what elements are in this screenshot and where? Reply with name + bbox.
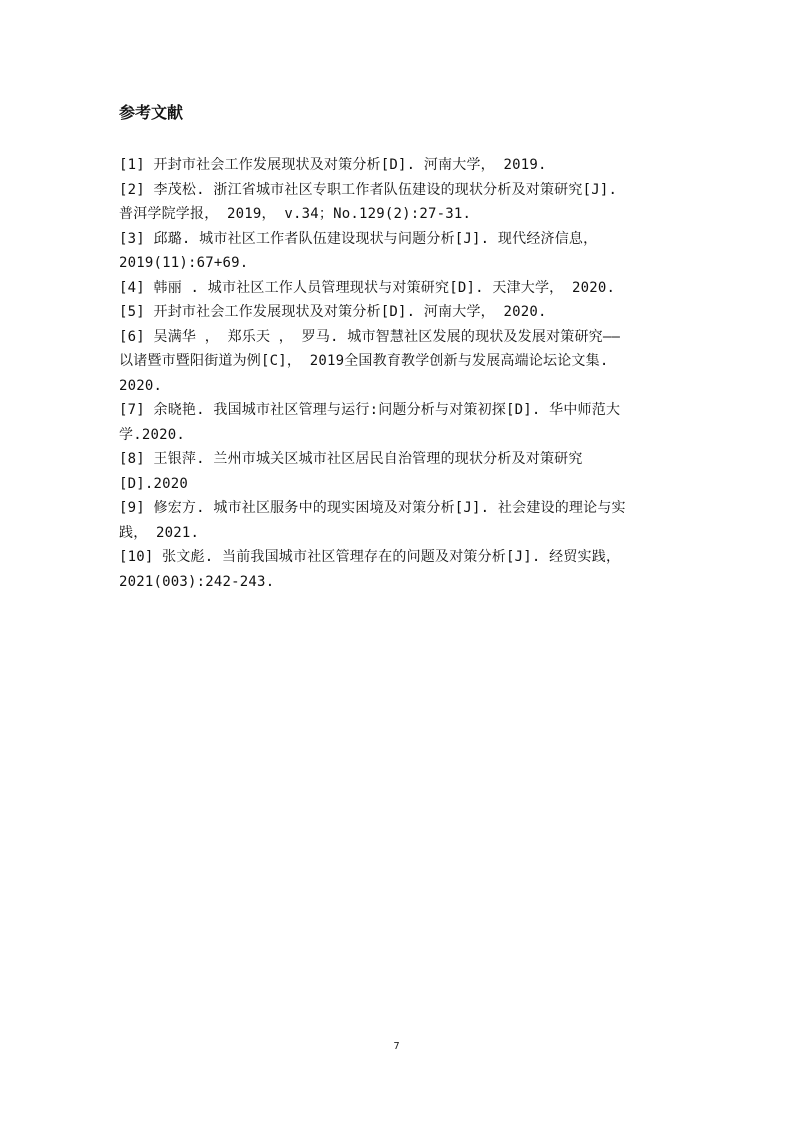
reference-line: [6] 吴满华 ， 郑乐天 ， 罗马. 城市智慧社区发展的现状及发展对策研究——: [119, 328, 621, 345]
reference-line: 2021(003):242-243.: [119, 573, 275, 590]
reference-line: [1] 开封市社会工作发展现状及对策分析[D]. 河南大学， 2019.: [119, 157, 547, 173]
reference-line: 普洱学院学报， 2019， v.34；No.129(2):27-31.: [119, 206, 472, 222]
reference-line: [D].2020: [119, 475, 189, 492]
reference-line: [2] 李茂松. 浙江省城市社区专职工作者队伍建设的现状分析及对策研究[J].: [119, 181, 618, 198]
reference-line: [9] 修宏方. 城市社区服务中的现实困境及对策分析[J]. 社会建设的理论与实: [119, 500, 626, 516]
reference-item: [119, 153, 679, 178]
reference-line: [10] 张文彪. 当前我国城市社区管理存在的问题及对策分析[J]. 经贸实践，: [119, 549, 621, 565]
reference-item: [119, 398, 679, 447]
reference-line: [8] 王银萍. 兰州市城关区城市社区居民自治管理的现状分析及对策研究: [119, 451, 583, 467]
reference-line: 2020.: [119, 377, 163, 394]
references-heading: 参考文献: [119, 103, 184, 122]
reference-item: [119, 178, 679, 227]
reference-line: 2019(11):67+69.: [119, 255, 249, 271]
reference-line: [5] 开封市社会工作发展现状及对策分析[D]. 河南大学， 2020.: [119, 304, 547, 320]
reference-line: [7] 余晓艳. 我国城市社区管理与运行:问题分析与对策初探[D]. 华中师范大: [119, 402, 621, 418]
reference-line: [3] 邱璐. 城市社区工作者队伍建设现状与问题分析[J]. 现代经济信息，: [119, 230, 598, 247]
page-number: 7: [393, 1041, 400, 1052]
reference-item: [119, 276, 679, 301]
reference-list: [119, 153, 679, 594]
reference-line: [4] 韩丽 . 城市社区工作人员管理现状与对策研究[D]. 天津大学， 2020.: [119, 279, 616, 296]
reference-item: [119, 545, 679, 594]
reference-item: [119, 447, 679, 496]
reference-line: 以诸暨市暨阳街道为例[C]， 2019全国教育教学创新与发展高端论坛论文集.: [119, 353, 609, 369]
reference-item: [119, 227, 679, 276]
reference-line: 践， 2021.: [119, 524, 200, 541]
reference-line: 学.2020.: [119, 426, 185, 443]
reference-item: [119, 300, 679, 325]
reference-item: [119, 496, 679, 545]
reference-item: [119, 325, 679, 399]
